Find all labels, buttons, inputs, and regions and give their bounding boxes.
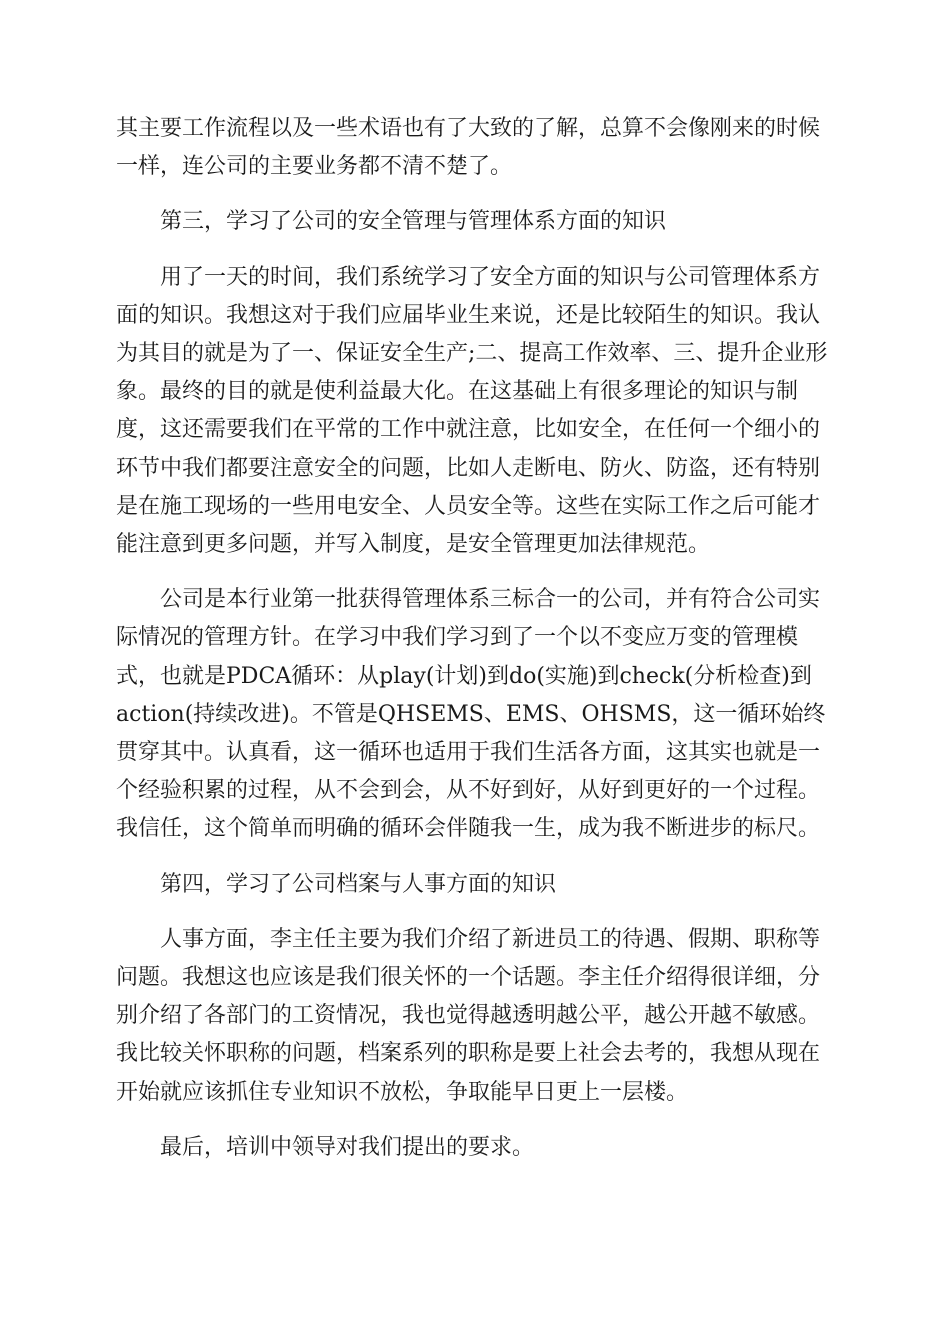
text-line: 用了一天的时间，我们系统学习了安全方面的知识与公司管理体系方 — [160, 264, 821, 290]
text-line: 第四，学习了公司档案与人事方面的知识 — [160, 871, 557, 897]
paragraph-p2 — [116, 203, 836, 241]
paragraph-p6 — [116, 921, 836, 1112]
text-line: 积累的过程，从不会到会，从不好到好，从好到更好的一个过程。我信 — [116, 778, 821, 842]
text-line: 人事方面，李主任主要为我们介绍了新进员工的待遇、假期、职称等 — [160, 926, 821, 952]
text-line: 第三，学习了公司的安全管理与管理体系方面的知识 — [160, 209, 667, 235]
text-line: 为其目的就是为了一、保证安全生产;二、提高工作效率、三、提升企业 — [116, 341, 806, 367]
text-line: 我比较关怀职称的问题，档案系列的职称是要上社会去考的，我想从现在 — [116, 1041, 821, 1067]
paragraph-p1 — [116, 110, 836, 186]
paragraph-p7 — [116, 1129, 836, 1167]
paragraph-p3 — [116, 259, 836, 565]
text-line: 环节中我们都要注意安全的问题，比如人走断电、防火、防盗，还有特别 — [116, 455, 821, 481]
text-line: 最后，培训中领导对我们提出的要求。 — [160, 1134, 535, 1160]
text-line: 中。认真看，这一循环也适用于我们生活各方面，这其实也就是一个经验 — [116, 740, 821, 804]
document-page — [116, 110, 836, 1184]
text-line: 度，这还需要我们在平常的工作中就注意，比如安全，在任何一个细小的 — [116, 417, 821, 443]
text-line: 能注意到更多问题，并写入制度，是安全管理更加法律规范。 — [116, 532, 711, 558]
text-line: 形象。最终的目的就是使利益最大化。在这基础上有很多理论的知识与制 — [116, 341, 828, 405]
text-line: 开始就应该抓住专业知识不放松，争取能早日更上一层楼。 — [116, 1079, 689, 1105]
text-line: action(持续改进)。不管是QHSEMS、EMS、OHSMS，这一循环始终贯穿其 — [116, 701, 826, 766]
text-line: 别介绍了各部门的工资情况，我也觉得越透明越公平，越公开越不敏感。 — [116, 1003, 821, 1029]
text-line: 一样，连公司的主要业务都不清不楚了。 — [116, 154, 513, 180]
paragraph-p5 — [116, 866, 836, 904]
paragraph-p4 — [116, 581, 836, 848]
text-line: 式，也就是PDCA循环：从play(计划)到do(实施)到check(分析检查)到 — [116, 663, 812, 689]
text-line: 其主要工作流程以及一些术语也有了大致的了解，总算不会像刚来的时候 — [116, 116, 821, 141]
text-line: 面的知识。我想这对于我们应届毕业生来说，还是比较陌生的知识。我认 — [116, 302, 821, 328]
text-line: 问题。我想这也应该是我们很关怀的一个话题。李主任介绍得很详细，分 — [116, 965, 821, 991]
text-line: 际情况的管理方针。在学习中我们学习到了一个以不变应万变的管理模 — [116, 625, 799, 651]
text-line: 任，这个简单而明确的循环会伴随我一生，成为我不断进步的标尺。 — [160, 816, 821, 842]
text-line: 是在施工现场的一些用电安全、人员安全等。这些在实际工作之后可能才 — [116, 493, 821, 519]
text-line: 公司是本行业第一批获得管理体系三标合一的公司，并有符合公司实 — [160, 587, 821, 613]
